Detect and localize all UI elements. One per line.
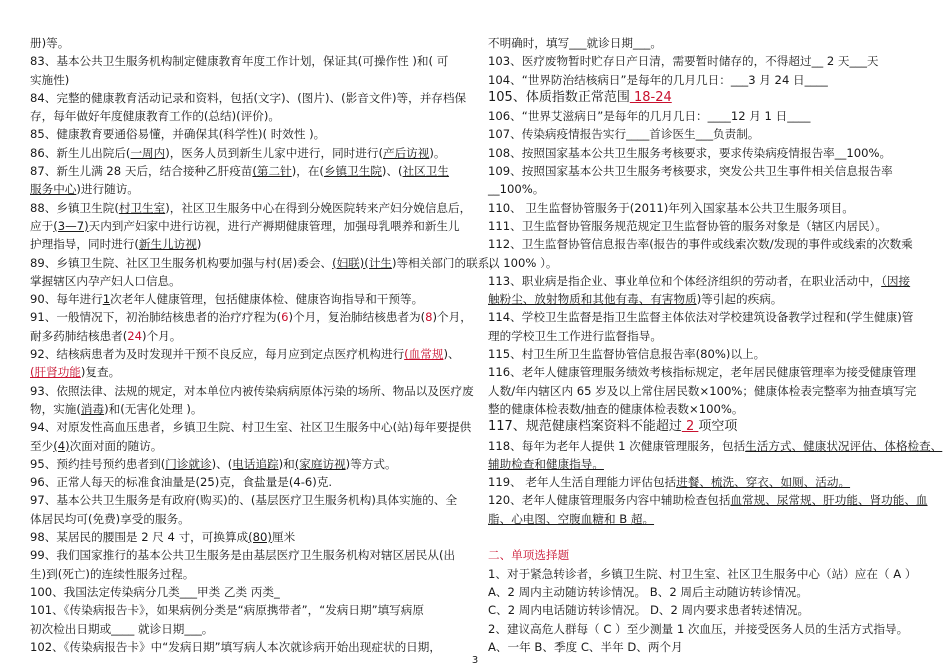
text-line bbox=[488, 546, 924, 564]
text-line bbox=[488, 400, 924, 418]
underlined-answer: （因接 bbox=[881, 273, 911, 288]
text-run: 95、预约挂号预约患者到( bbox=[30, 456, 166, 471]
text-line bbox=[488, 473, 924, 491]
underlined-answer: 进餐、梳洗、穿衣、如厕、活动。 bbox=[676, 475, 851, 490]
text-run: 生)到(死亡)的连续性服务过程。 bbox=[30, 566, 195, 581]
text-line bbox=[488, 327, 924, 345]
text-run: 98、某居民的腰围是 2 尺 4 寸，可换算成 bbox=[30, 530, 249, 545]
text-run: 92、结核病患者为及时发现并干预不良反应，每月应到定点医疗机构进行 bbox=[30, 347, 405, 362]
text-run: 101、《传染病报告卡》，如果病例分类是“病原携带者”，“发病日期”填写病原 bbox=[30, 603, 424, 618]
text-line bbox=[488, 107, 924, 125]
text-run: 115、村卫生所卫生监督协管信息报告率(80%)以上。 bbox=[488, 347, 766, 362]
text-run: 93、依照法律、法规的规定，对本单位内被传染病病原体污染的场所、物品以及医疗废 bbox=[30, 383, 474, 398]
underlined-answer: 新生儿访视 bbox=[138, 237, 197, 252]
text-run: 天内到产妇家中进行访视，进行产褥期健康管理，加强母乳喂养和新生儿 bbox=[88, 218, 460, 233]
text-line bbox=[30, 308, 472, 326]
underlined-answer: 电话追踪 bbox=[232, 456, 279, 471]
text-line bbox=[30, 125, 464, 143]
text-line bbox=[488, 491, 928, 509]
text-run: 应于 bbox=[30, 218, 54, 233]
text-run: 以 100% ）。 bbox=[488, 255, 558, 270]
text-line bbox=[30, 34, 464, 52]
red-answer: 8 bbox=[425, 310, 433, 325]
text-run: A、一年 B、季度 C、半年 D、两个月 bbox=[488, 639, 683, 654]
text-line bbox=[30, 455, 464, 473]
text-run: )和 bbox=[278, 456, 295, 471]
text-run: 1、对于紧急转诊者，乡镇卫生院、村卫生室、社区卫生服务中心（站）应在（ A ） bbox=[488, 566, 917, 581]
underlined-answer: 产后访视 bbox=[382, 145, 430, 160]
text-run: 物，实施( bbox=[30, 401, 81, 416]
text-line bbox=[30, 528, 464, 546]
text-line bbox=[488, 382, 924, 400]
text-line bbox=[30, 272, 464, 290]
red-answer: 6 bbox=[281, 310, 289, 325]
text-run: 理的学校卫生工作进行监督指导。 bbox=[488, 328, 662, 343]
text-run: 97、基本公共卫生服务是有政府(购买)的、(基层医疗卫生服务机构)具体实施的、全 bbox=[30, 493, 458, 508]
text-run: 85、健康教育要通俗易懂，并确保其(科学性)( 时效性 )。 bbox=[30, 127, 326, 142]
text-run: 整的健康体检表数/抽查的健康体检表数×100%。 bbox=[488, 401, 744, 416]
red-underlined-answer: 2 bbox=[681, 419, 699, 435]
text-line bbox=[488, 89, 924, 107]
underlined-answer: 血常规、尿常规、肝功能、肾功能、血 bbox=[730, 493, 928, 508]
underlined-answer: (80) bbox=[248, 530, 272, 545]
text-run: 110、 卫生监督协管服务于(2011)年列入国家基本公共卫生服务项目。 bbox=[488, 200, 854, 215]
text-line bbox=[30, 510, 464, 528]
text-line bbox=[488, 601, 924, 619]
text-run: 108、按照国家基本公共卫生服务考核要求，要求传染病疫情报告率__100%。 bbox=[488, 145, 892, 160]
text-run: 耐多药肺结核患者( bbox=[30, 328, 128, 343]
text-run: 90、每年进行 bbox=[30, 292, 103, 307]
left-column bbox=[30, 34, 501, 656]
text-line bbox=[488, 272, 924, 290]
text-line bbox=[30, 217, 464, 235]
text-line bbox=[30, 583, 464, 601]
red-underlined-answer: (血常规 bbox=[404, 347, 444, 362]
text-run: 116、老年人健康管理服务绩效考核指标规定，老年居民健康管理率为接受健康管理 bbox=[488, 365, 916, 380]
text-run: A、2 周内主动随访转诊情况。 B、2 周后主动随访转诊情况。 bbox=[488, 584, 808, 599]
text-line bbox=[488, 144, 924, 162]
text-run: 107、传染病疫情报告实行____首诊医生___负责制。 bbox=[488, 127, 760, 142]
text-run: )等引起的疾病。 bbox=[696, 292, 783, 307]
text-run: 120、老年人健康管理服务内容中辅助检查包括 bbox=[488, 493, 731, 508]
text-line bbox=[30, 546, 464, 564]
text-run: ) bbox=[196, 237, 202, 252]
text-run: 111、卫生监督协管服务规范规定卫生监督协管的服务对象是（辖区内居民）。 bbox=[488, 218, 887, 233]
text-line bbox=[30, 418, 472, 436]
text-run: 100、我国法定传染病分几类___甲类 乙类 丙类_ bbox=[30, 584, 280, 599]
text-line bbox=[488, 308, 924, 326]
text-run: )个月。 bbox=[142, 328, 182, 343]
text-run: 存，每年做好年度健康教育工作的(总结)(评价)。 bbox=[30, 109, 280, 124]
text-line bbox=[30, 345, 464, 363]
text-line bbox=[30, 382, 474, 400]
text-run: )等方式。 bbox=[345, 456, 397, 471]
text-line bbox=[488, 235, 924, 253]
text-line bbox=[30, 180, 464, 198]
text-line bbox=[488, 162, 924, 180]
text-line bbox=[488, 528, 924, 546]
underlined-answer: 触粉尘、放射物质和其他有毒、有害物质 bbox=[488, 292, 697, 307]
text-line bbox=[488, 199, 924, 217]
text-run: 114、学校卫生监督是指卫生监督主体依法对学校建筑设备教学过程和(学生健康)管 bbox=[488, 310, 914, 325]
text-run: 84、完整的健康教育活动记录和资料，包括(文字)、(图片)、(影音文件)等，并存档保 bbox=[30, 90, 467, 105]
text-run: 113、职业病是指企业、事业单位和个体经济组织的劳动者，在职业活动中， bbox=[488, 273, 882, 288]
text-run: 118、每年为老年人提供 1 次健康管理服务，包括 bbox=[488, 438, 746, 453]
text-run: 91、一般情况下，初治肺结核患者的治疗疗程为( bbox=[30, 310, 282, 325]
text-line bbox=[30, 437, 464, 455]
underlined-answer: 生活方式、健康状况评估、体格检查、 bbox=[745, 438, 943, 453]
emphasized-question: 105、体质指数正常范围 bbox=[488, 89, 630, 105]
text-run: )、( bbox=[381, 164, 403, 179]
underlined-answer: 消毒 bbox=[80, 401, 105, 416]
text-run: 89、乡镇卫生院、社区卫生服务机构要加强与村(居)委会、 bbox=[30, 255, 333, 270]
text-line bbox=[488, 437, 943, 455]
text-run: )进行随访。 bbox=[76, 182, 139, 197]
text-line bbox=[30, 235, 464, 253]
text-line bbox=[30, 290, 464, 308]
text-run: 体居民均可(免费)享受的服务。 bbox=[30, 511, 190, 526]
text-line bbox=[30, 620, 464, 638]
right-column bbox=[488, 34, 943, 656]
text-run: )和(无害化处理 )。 bbox=[104, 401, 203, 416]
text-run: 103、医疗废物暂时贮存日产日清，需要暂时储存的，不得超过__ 2 天___天 bbox=[488, 54, 879, 69]
text-line bbox=[488, 71, 924, 89]
page-number: 3 bbox=[471, 655, 479, 666]
text-line bbox=[30, 400, 464, 418]
text-line bbox=[30, 473, 464, 491]
text-run: 119、 老年人生活自理能力评估包括 bbox=[488, 475, 677, 490]
text-line bbox=[488, 254, 924, 272]
text-run: 99、我们国家推行的基本公共卫生服务是由基层医疗卫生服务机构对辖区居民从(出 bbox=[30, 548, 456, 563]
text-run: 94、对原发性高血压患者，乡镇卫生院、村卫生室、社区卫生服务中心(站)每年要提供 bbox=[30, 420, 472, 435]
underlined-answer: (家庭访视 bbox=[294, 456, 346, 471]
text-line bbox=[30, 199, 472, 217]
text-line bbox=[30, 638, 464, 656]
text-line bbox=[488, 363, 924, 381]
red-underlined-answer: 18-24 bbox=[629, 89, 672, 105]
text-line bbox=[488, 418, 924, 436]
text-line bbox=[30, 52, 464, 70]
text-run: __100%。 bbox=[488, 182, 545, 197]
text-run: )、 bbox=[443, 347, 460, 362]
text-run: 86、新生儿出院后( bbox=[30, 145, 131, 160]
underlined-answer: 辅助检查和健康指导。 bbox=[488, 456, 604, 471]
text-run: 102、《传染病报告卡》中“发病日期”填写病人本次就诊病开始出现症状的日期， bbox=[30, 639, 441, 654]
text-line bbox=[488, 620, 924, 638]
red-answer: 24 bbox=[127, 328, 143, 343]
text-run: C、2 周内电话随访转诊情况。 D、2 周内要求患者转述情况。 bbox=[488, 603, 810, 618]
text-line bbox=[30, 162, 464, 180]
text-line bbox=[488, 217, 924, 235]
emphasized-question: 117、规范健康档案资料不能超过 bbox=[488, 419, 682, 435]
text-run: 次面对面的随访。 bbox=[69, 438, 163, 453]
text-run: 109、按照国家基本公共卫生服务考核要求，突发公共卫生事件相关信息报告率 bbox=[488, 164, 893, 179]
text-line bbox=[30, 144, 464, 162]
text-run: 人数/年内辖区内 65 岁及以上常住居民数×100%；健康体检表完整率为抽查填写完 bbox=[488, 383, 917, 398]
underlined-answer: 乡镇卫生院 bbox=[323, 164, 382, 179]
text-run: 88、乡镇卫生院( bbox=[30, 200, 119, 215]
underlined-answer: 门诊就诊 bbox=[165, 456, 212, 471]
text-run: 次老年人健康管理，包括健康体检、健康咨询指导和干预等。 bbox=[110, 292, 424, 307]
underlined-answer: (4) bbox=[53, 438, 70, 453]
text-line bbox=[488, 510, 924, 528]
text-line bbox=[30, 71, 464, 89]
text-line bbox=[30, 254, 501, 272]
text-run: )个月， bbox=[432, 310, 472, 325]
text-line bbox=[488, 125, 924, 143]
text-run: 106、“世界艾滋病日”是每年的几月几日：____12 月 1 日____ bbox=[488, 109, 811, 124]
text-run: 掌握辖区内孕产妇人口信息。 bbox=[30, 273, 181, 288]
text-run: 册)等。 bbox=[30, 36, 70, 50]
underlined-answer: 1 bbox=[102, 292, 111, 307]
text-line bbox=[30, 601, 464, 619]
text-run: 护理指导，同时进行( bbox=[30, 237, 139, 252]
text-line bbox=[30, 327, 464, 345]
underlined-answer: 服务中心 bbox=[30, 182, 77, 197]
underlined-answer: (3—7) bbox=[53, 218, 89, 233]
text-run: 112、卫生监督协管信息报告率(报告的事件或线索次数/发现的事件或线索的次数乘 bbox=[488, 237, 913, 252]
text-line bbox=[30, 107, 464, 125]
text-line bbox=[488, 290, 924, 308]
text-line bbox=[488, 34, 924, 52]
text-run: 初次检出日期或____ 就诊日期___。 bbox=[30, 621, 214, 636]
red-underlined-answer: (肝肾功能 bbox=[30, 365, 81, 380]
text-line bbox=[30, 363, 464, 381]
text-line bbox=[488, 565, 924, 583]
text-line bbox=[488, 180, 924, 198]
text-run: )，社区卫生服务中心在得到分娩医院转来产妇分娩信息后， bbox=[165, 200, 472, 215]
text-run: )，医务人员到新生儿家中进行，同时进行( bbox=[165, 145, 383, 160]
text-line bbox=[488, 52, 924, 70]
underlined-answer: (第二针 bbox=[252, 164, 292, 179]
text-line bbox=[488, 455, 924, 473]
underlined-answer: 社区卫生 bbox=[402, 164, 449, 179]
underlined-answer: 脂、心电图、空腹血糖和 B 超。 bbox=[488, 511, 655, 526]
text-run: )个月，复治肺结核患者为( bbox=[288, 310, 426, 325]
underlined-answer: 村卫生室 bbox=[118, 200, 166, 215]
underlined-answer: 一周内 bbox=[130, 145, 166, 160]
text-run: )等相关部门的联系， bbox=[392, 255, 501, 270]
text-run: )，在( bbox=[291, 164, 324, 179]
text-run: )复查。 bbox=[80, 365, 121, 380]
text-line bbox=[488, 638, 924, 656]
text-line bbox=[30, 565, 464, 583]
text-run: 至少 bbox=[30, 438, 54, 453]
underlined-answer: (妇联)(计生 bbox=[332, 255, 393, 270]
text-run: 87、新生儿满 28 天后，结合接种乙肝疫苗 bbox=[30, 164, 253, 179]
emphasized-question: 项空项 bbox=[698, 419, 738, 435]
text-run: 不明确时，填写___就诊日期___。 bbox=[488, 36, 662, 50]
text-run: )、( bbox=[211, 456, 233, 471]
text-run: 83、基本公共卫生服务机构制定健康教育年度工作计划，保证其(可操作性 )和( 可 bbox=[30, 54, 449, 69]
text-run: 实施性) bbox=[30, 72, 70, 87]
text-run: )。 bbox=[429, 145, 446, 160]
text-run: 厘米 bbox=[271, 530, 296, 545]
text-line bbox=[488, 345, 924, 363]
text-line bbox=[488, 583, 924, 601]
text-run: 104、“世界防治结核病日”是每年的几月几日：___3 月 24 日____ bbox=[488, 72, 828, 87]
text-line bbox=[30, 89, 467, 107]
text-run: 96、正常人每天的标准食油量是(25)克，食盐量是(4-6)克. bbox=[30, 475, 333, 490]
section-heading: 二、单项选择题 bbox=[488, 548, 570, 563]
text-run: 2、建议高危人群每（ C ）至少测量 1 次血压，并接受医务人员的生活方式指导。 bbox=[488, 621, 909, 636]
text-line bbox=[30, 491, 464, 509]
